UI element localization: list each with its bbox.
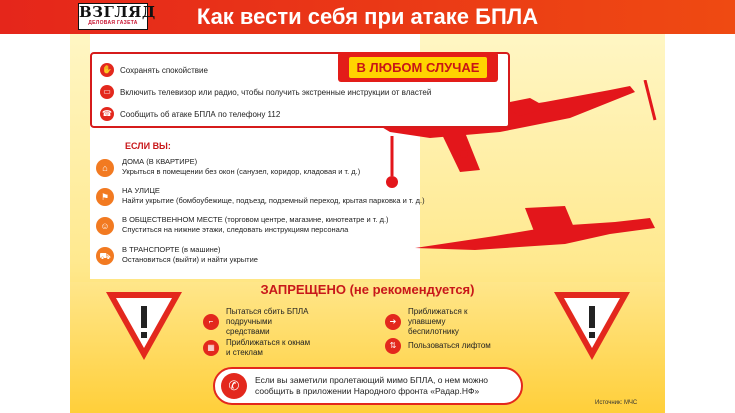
drone-prop <box>645 80 655 120</box>
case-item <box>96 186 426 206</box>
tv-icon: ▭ <box>100 85 114 99</box>
hand-icon: ✋ <box>100 63 114 77</box>
warning-sign-left-icon <box>104 290 184 362</box>
people-icon: ☺ <box>96 217 114 235</box>
window-icon: ▦ <box>203 340 219 356</box>
rule-text: Сообщить об атаке БПЛА по телефону 112 <box>120 109 281 119</box>
case-text: Спуститься на нижние этажи, следовать инструкциям персонала <box>122 225 349 234</box>
car-icon: ⛟ <box>96 247 114 265</box>
forbidden-item <box>385 307 498 337</box>
rule-text: Сохранять спокойствие <box>120 65 208 75</box>
drone-shadow-illustration <box>415 200 660 255</box>
forbidden-item <box>385 338 498 354</box>
rule-item <box>100 104 280 124</box>
case-text: Остановиться (выйти) и найти укрытие <box>122 255 258 264</box>
case-heading: НА УЛИЦЕ <box>122 186 160 195</box>
page-title: Как вести себя при атаке БПЛА <box>196 4 539 29</box>
always-badge <box>338 52 498 82</box>
logo-tagline: ДЕЛОВАЯ ГАЗЕТА <box>88 20 138 26</box>
always-badge-label: В ЛЮБОМ СЛУЧАЕ <box>349 57 488 78</box>
forbidden-text: Пользоваться лифтом <box>408 341 491 350</box>
notice-text: Если вы заметили пролетающий мимо БПЛА, о нем можно сообщить в приложении Народного фронта «Радар.НФ» <box>255 375 489 396</box>
case-item <box>96 245 426 265</box>
rule-item <box>100 60 208 80</box>
warning-sign-right-icon <box>552 290 632 362</box>
approach-icon: ➔ <box>385 314 401 330</box>
forbidden-item <box>203 338 316 358</box>
case-text: Найти укрытие (бомбоубежище, подъезд, подземный переход, крытая парковка и т. д.) <box>122 196 425 205</box>
source-note: Источник: МЧС <box>595 400 638 406</box>
forbidden-text: Приближаться к упавшему беспилотнику <box>408 307 468 336</box>
forbidden-title: ЗАПРЕЩЕНО (не рекомендуется) <box>260 282 475 297</box>
drone-wheel-2 <box>460 150 468 158</box>
walking-icon: ⚑ <box>96 188 114 206</box>
case-item <box>96 157 426 177</box>
rule-text: Включить телевизор или радио, чтобы получить экстренные инструкции от властей <box>120 87 432 97</box>
drone-shadow-shape <box>415 206 655 250</box>
case-heading: ДОМА (В КВАРТИРЕ) <box>122 157 198 166</box>
phone-icon: ✆ <box>221 373 247 399</box>
case-text: Укрыться в помещении без окон (санузел, коридор, кладовая и т. д.) <box>122 167 361 176</box>
notice-box <box>213 367 523 405</box>
case-heading: В ОБЩЕСТВЕННОМ МЕСТЕ (торговом центре, магазине, кинотеатре и т. д.) <box>122 215 389 224</box>
case-item <box>96 215 426 235</box>
elevator-icon: ⇅ <box>385 338 401 354</box>
cases-title: ЕСЛИ ВЫ: <box>125 141 171 151</box>
phone-person-icon: ☎ <box>100 107 114 121</box>
forbidden-text: Приближаться к окнам и стеклам <box>226 338 311 357</box>
forbidden-text: Пытаться сбить БПЛА подручными средствами <box>226 307 309 336</box>
home-icon: ⌂ <box>96 159 114 177</box>
logo-name: ВЗГЛЯД <box>79 3 156 21</box>
gun-icon: ⌐ <box>203 314 219 330</box>
forbidden-item <box>203 307 316 337</box>
case-heading: В ТРАНСПОРТЕ (в машине) <box>122 245 221 254</box>
rule-item <box>100 82 431 102</box>
